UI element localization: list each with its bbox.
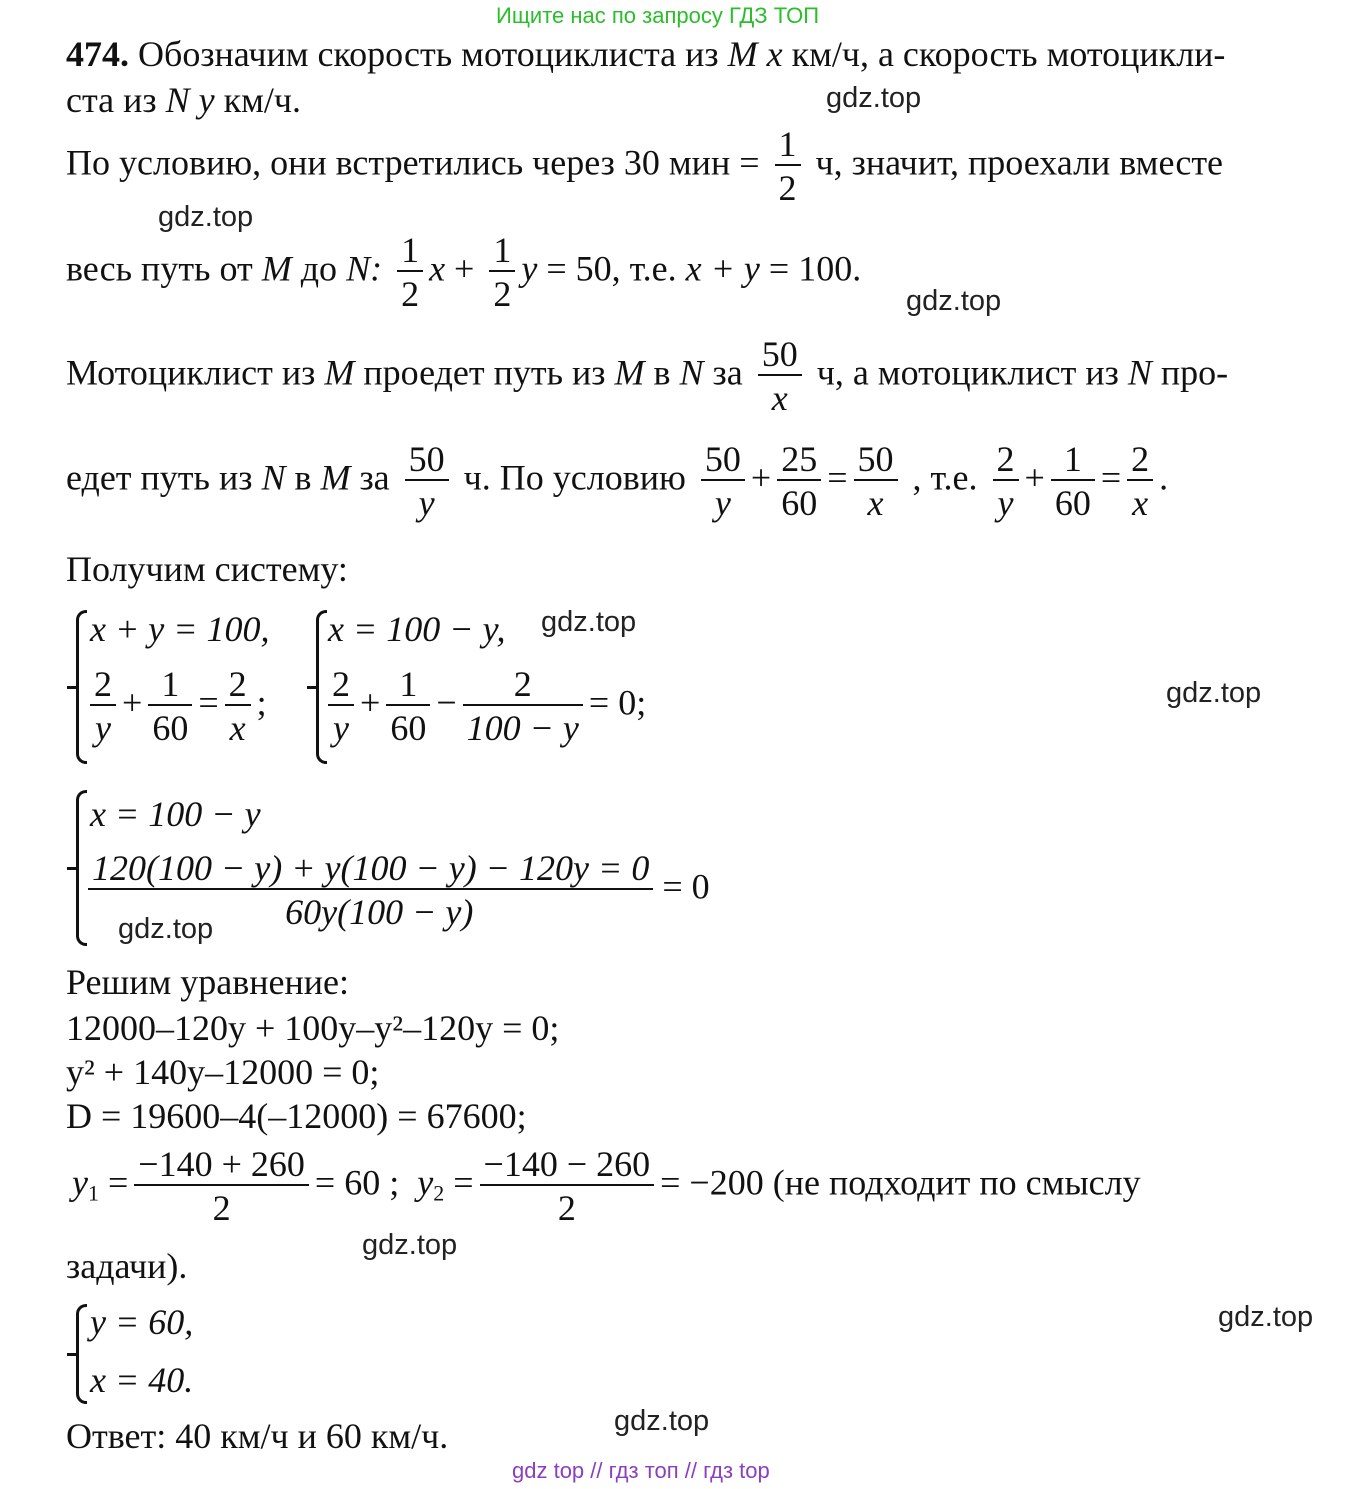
var: M bbox=[614, 352, 645, 393]
denominator bbox=[758, 376, 802, 416]
denominator bbox=[405, 481, 449, 521]
expr: x + y = 100, bbox=[90, 609, 270, 649]
expr: x + y bbox=[685, 248, 760, 289]
text: = 60 ; bbox=[314, 1162, 400, 1203]
numerator: 2 bbox=[90, 666, 116, 706]
paragraph-whole-path: весь путь от M до N: $\frac{1}{2}$ x + $\frac{1}{2}$ y = 50, т.е. x + y = 100. bbox=[66, 230, 862, 314]
numerator: −140 + 260 bbox=[134, 1146, 309, 1186]
var: M bbox=[324, 352, 355, 393]
denominator: 60 bbox=[1054, 483, 1091, 523]
fraction bbox=[777, 441, 821, 521]
numerator: 1 bbox=[386, 666, 430, 706]
watermark: gdz.top bbox=[906, 285, 1002, 317]
fraction bbox=[225, 666, 251, 746]
watermark: gdz.top bbox=[614, 1405, 710, 1437]
numerator: 2 bbox=[463, 666, 583, 706]
system2-row1 bbox=[328, 611, 506, 647]
roots-line: $y_1$ = $\frac{-140 + 260}{2}$ = 60 ; $y_2$ = $\frac{-140 - 260}{2}$ = −200 (не подходит по смыслу bbox=[72, 1144, 1141, 1228]
final-row1 bbox=[90, 1304, 193, 1340]
fraction bbox=[1127, 441, 1153, 521]
system3-row2 bbox=[88, 850, 710, 930]
expr: x = 40. bbox=[90, 1360, 194, 1400]
var: M bbox=[261, 248, 292, 289]
equation-3: D = 19600–4(–12000) = 67600; bbox=[66, 1096, 527, 1136]
var: N bbox=[679, 352, 704, 393]
fraction bbox=[386, 666, 430, 746]
text: весь путь от bbox=[66, 248, 253, 289]
var: N: bbox=[346, 248, 383, 289]
var: y bbox=[198, 80, 215, 120]
var: y bbox=[95, 708, 111, 748]
problem-line-2 bbox=[66, 82, 301, 118]
var: N bbox=[165, 80, 190, 120]
text: км/ч. bbox=[223, 80, 302, 120]
expr: y = 60, bbox=[90, 1302, 194, 1342]
denominator: 60 bbox=[152, 708, 189, 748]
fraction bbox=[854, 441, 898, 521]
fraction bbox=[489, 232, 515, 312]
text: едет путь из bbox=[66, 457, 253, 498]
watermark: gdz.top bbox=[541, 606, 637, 638]
fraction bbox=[134, 1146, 309, 1226]
numerator: 50 bbox=[701, 441, 745, 481]
numerator: 50 bbox=[405, 441, 449, 481]
var: x bbox=[766, 34, 783, 74]
fraction bbox=[405, 441, 449, 521]
var: x bbox=[867, 483, 884, 523]
watermark: gdz.top bbox=[826, 82, 922, 114]
paragraph-time-m bbox=[66, 336, 1228, 416]
fraction bbox=[328, 666, 354, 746]
fraction bbox=[397, 232, 423, 312]
denominator bbox=[1127, 481, 1153, 521]
equation-1: 12000–120y + 100y–y²–120y = 0; bbox=[66, 1008, 560, 1048]
numerator: 1 bbox=[489, 232, 515, 272]
answer: Ответ: 40 км/ч и 60 км/ч. bbox=[66, 1416, 449, 1456]
denominator bbox=[90, 706, 116, 746]
numerator bbox=[88, 850, 653, 890]
expr: x = 100 − y bbox=[90, 794, 261, 834]
denominator: 2 bbox=[493, 274, 512, 314]
watermark: gdz.top bbox=[118, 913, 214, 945]
fraction bbox=[1051, 441, 1095, 521]
var: y bbox=[997, 483, 1014, 523]
numerator: 1 bbox=[148, 666, 192, 706]
text: до bbox=[300, 248, 338, 289]
fraction bbox=[758, 336, 802, 416]
var: y bbox=[714, 483, 731, 523]
watermark: gdz.top bbox=[1218, 1301, 1314, 1333]
numerator: 2 bbox=[328, 666, 354, 706]
system3-row1 bbox=[90, 796, 261, 832]
var: y bbox=[418, 483, 435, 523]
text: Мотоциклист из bbox=[66, 352, 316, 393]
text: Обозначим скорость мотоциклиста из bbox=[138, 34, 719, 74]
var: x bbox=[771, 378, 788, 418]
numerator: 25 bbox=[777, 441, 821, 481]
numerator: 50 bbox=[854, 441, 898, 481]
numerator: 1 bbox=[1051, 441, 1095, 481]
denominator bbox=[854, 481, 898, 521]
roots-tail: задачи). bbox=[66, 1246, 188, 1286]
var: N bbox=[1127, 352, 1152, 393]
text: за bbox=[359, 457, 390, 498]
text: ч, значит, проехали вместе bbox=[815, 142, 1224, 183]
denominator bbox=[701, 481, 745, 521]
watermark: gdz.top bbox=[158, 201, 254, 233]
text: = 100. bbox=[768, 248, 862, 289]
fraction bbox=[701, 441, 745, 521]
system1-row2: $\frac{2}{y}$ + $\frac{1}{60}$ = $\frac{2}{x}$ ; bbox=[84, 666, 267, 746]
text: за bbox=[712, 352, 743, 393]
expr: 100 − y bbox=[466, 708, 579, 748]
denominator bbox=[88, 890, 653, 930]
var: x bbox=[429, 248, 446, 289]
var: x bbox=[1132, 483, 1149, 523]
var: M bbox=[320, 457, 351, 498]
text: про- bbox=[1160, 352, 1229, 393]
system-brace bbox=[76, 1304, 87, 1404]
text: проедет путь из bbox=[363, 352, 606, 393]
denominator bbox=[463, 706, 583, 746]
fraction bbox=[90, 666, 116, 746]
denominator bbox=[328, 706, 354, 746]
footer-links[interactable]: gdz top // гдз топ // гдз top bbox=[512, 1458, 770, 1483]
numerator: 1 bbox=[775, 126, 801, 166]
numerator: −140 − 260 bbox=[480, 1146, 655, 1186]
text: По условию, они встретились через 30 мин = bbox=[66, 142, 760, 183]
fraction bbox=[480, 1146, 655, 1226]
numerator: 50 bbox=[758, 336, 802, 376]
system2-row2: $\frac{2}{y}$ + $\frac{1}{60}$ − $\frac{2}{100 - y}$ = 0; bbox=[322, 666, 646, 746]
expr: 60y(100 − y) bbox=[285, 892, 474, 932]
denominator: 2 bbox=[401, 274, 420, 314]
numerator: 2 bbox=[993, 441, 1019, 481]
fraction bbox=[463, 666, 583, 746]
expr: x = 100 − y, bbox=[328, 609, 506, 649]
text: = −200 (не подходит по смыслу bbox=[660, 1162, 1141, 1203]
denominator bbox=[225, 706, 251, 746]
system-label: Получим систему: bbox=[66, 549, 348, 589]
text: ч, а мотоциклист из bbox=[816, 352, 1119, 393]
text: км/ч, а скорость мотоцикли- bbox=[791, 34, 1226, 74]
problem-number: 474. bbox=[66, 34, 129, 74]
final-row2 bbox=[90, 1362, 193, 1398]
search-hint-link[interactable]: Ищите нас по запросу ГДЗ ТОП bbox=[496, 3, 820, 28]
var: M bbox=[727, 34, 758, 74]
text: = 0; bbox=[588, 682, 647, 723]
text: = 0 bbox=[662, 866, 710, 907]
expr: 120(100 − y) + y(100 − y) − 120y = 0 bbox=[92, 848, 650, 888]
denominator: 2 bbox=[212, 1188, 231, 1228]
problem-line-1 bbox=[66, 36, 1225, 72]
watermark: gdz.top bbox=[1166, 677, 1262, 709]
solve-label: Решим уравнение: bbox=[66, 962, 350, 1002]
text: в bbox=[294, 457, 312, 498]
text: в bbox=[653, 352, 671, 393]
fraction bbox=[88, 850, 653, 930]
equation-2: y² + 140y–12000 = 0; bbox=[66, 1052, 380, 1092]
text: ста из bbox=[66, 80, 157, 120]
fraction bbox=[775, 126, 801, 206]
text: , т.е. bbox=[912, 457, 978, 498]
fraction bbox=[148, 666, 192, 746]
var: y bbox=[521, 248, 538, 289]
numerator: 2 bbox=[1127, 441, 1153, 481]
numerator: 1 bbox=[397, 232, 423, 272]
text: = 50, т.е. bbox=[546, 248, 677, 289]
system1-row1 bbox=[90, 611, 270, 647]
system-brace bbox=[76, 790, 87, 946]
var: x bbox=[229, 708, 246, 748]
numerator: 2 bbox=[225, 666, 251, 706]
paragraph-meeting bbox=[66, 126, 1223, 206]
denominator: 60 bbox=[390, 708, 427, 748]
denominator: 60 bbox=[781, 483, 818, 523]
fraction bbox=[993, 441, 1019, 521]
text: ч. По условию bbox=[463, 457, 686, 498]
denominator: 2 bbox=[557, 1188, 576, 1228]
denominator bbox=[993, 481, 1019, 521]
paragraph-time-n: едет путь из N в M за $\frac{50}{y}$ ч. По условию $\frac{50}{y}$ + $\frac{25}{60}$ = $\frac{50}{x}$ , т.е. $\frac{2}{y}$ + $\frac{1}{60}$ = $\frac{2}{x}$ . bbox=[66, 439, 1169, 523]
denominator: 2 bbox=[778, 168, 797, 208]
var: y bbox=[333, 708, 349, 748]
watermark: gdz.top bbox=[362, 1229, 458, 1261]
var: N bbox=[261, 457, 286, 498]
